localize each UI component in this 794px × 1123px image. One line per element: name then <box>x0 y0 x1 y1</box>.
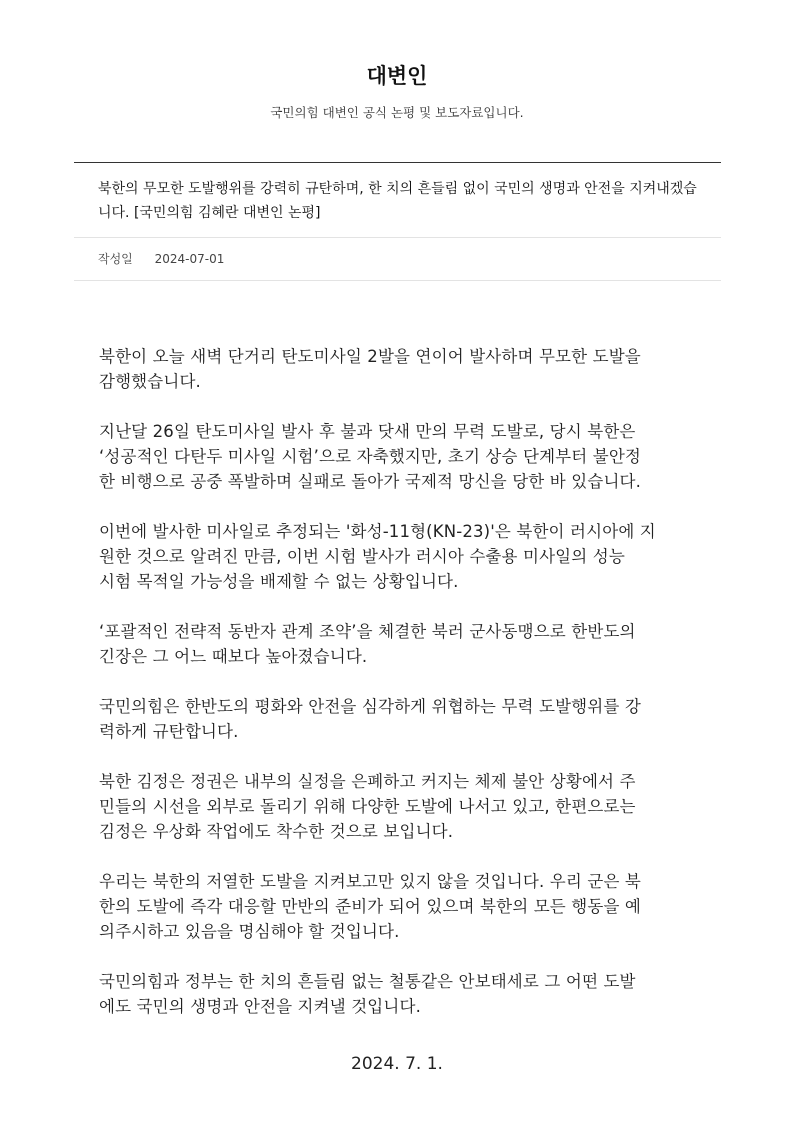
paragraph: 국민의힘은 한반도의 평화와 안전을 심각하게 위협하는 무력 도발행위를 강 력하게 규탄합니다. <box>99 697 641 741</box>
closing-date: 2024. 7. 1. <box>351 1054 443 1074</box>
article-title: 북한의 무모한 도발행위를 강력히 규탄하며, 한 치의 흔들림 없이 국민의 생명과 안전을 지켜내겠습니다. [국민의힘 김혜란 대변인 논평] <box>74 163 721 238</box>
article-header <box>74 162 721 281</box>
date-value: 2024-07-01 <box>154 252 225 266</box>
paragraph: 북한이 오늘 새벽 단거리 탄도미사일 2발을 연이어 발사하며 무모한 도발을 감행했습니다. <box>99 347 641 391</box>
paragraph: 북한 김정은 정권은 내부의 실정을 은폐하고 커지는 체제 불안 상황에서 주 민들의 시선을 외부로 돌리기 위해 다양한 도발에 나서고 있고, 한편으로는 김정은 우상화 작업에도 착수한 것으로 보입니다. <box>99 772 636 841</box>
date-label: 작성일 <box>98 252 133 266</box>
paragraph: 국민의힘과 정부는 한 치의 흔들림 없는 철통같은 안보태세로 그 어떤 도발 에도 국민의 생명과 안전을 지켜낼 것입니다. <box>99 972 636 1016</box>
paragraph: 우리는 북한의 저열한 도발을 지켜보고만 있지 않을 것입니다. 우리 군은 북 한의 도발에 즉각 대응할 만반의 준비가 되어 있으며 북한의 모든 행동을 예 의주시하고 있음을 명심해야 할 것입니다. <box>99 872 642 941</box>
site-subtitle: 국민의힘 대변인 공식 논평 및 보도자료입니다. <box>270 105 524 120</box>
paragraph: 이번에 발사한 미사일로 추정되는 '화성-11형(KN-23)'은 북한이 러시아에 지 원한 것으로 알려진 만큼, 이번 시험 발사가 러시아 수출용 미사일의 성능 시험 목적일 가능성을 배제할 수 없는 상황입니다. <box>99 522 656 591</box>
paragraph: 지난달 26일 탄도미사일 발사 후 불과 닷새 만의 무력 도발로, 당시 북한은 ‘성공적인 다탄두 미사일 시험’으로 자축했지만, 초기 상승 단계부터 불안정 한 비행으로 공중 폭발하며 실패로 돌아가 국제적 망신을 당한 바 있습니다. <box>99 422 642 491</box>
page-header <box>0 0 794 124</box>
site-title[interactable]: 대변인 <box>366 64 428 88</box>
paragraph: ‘포괄적인 전략적 동반자 관계 조약’을 체결한 북러 군사동맹으로 한반도의 긴장은 그 어느 때보다 높아졌습니다. <box>99 622 636 666</box>
article-meta <box>74 238 721 281</box>
article-body <box>99 344 699 1044</box>
